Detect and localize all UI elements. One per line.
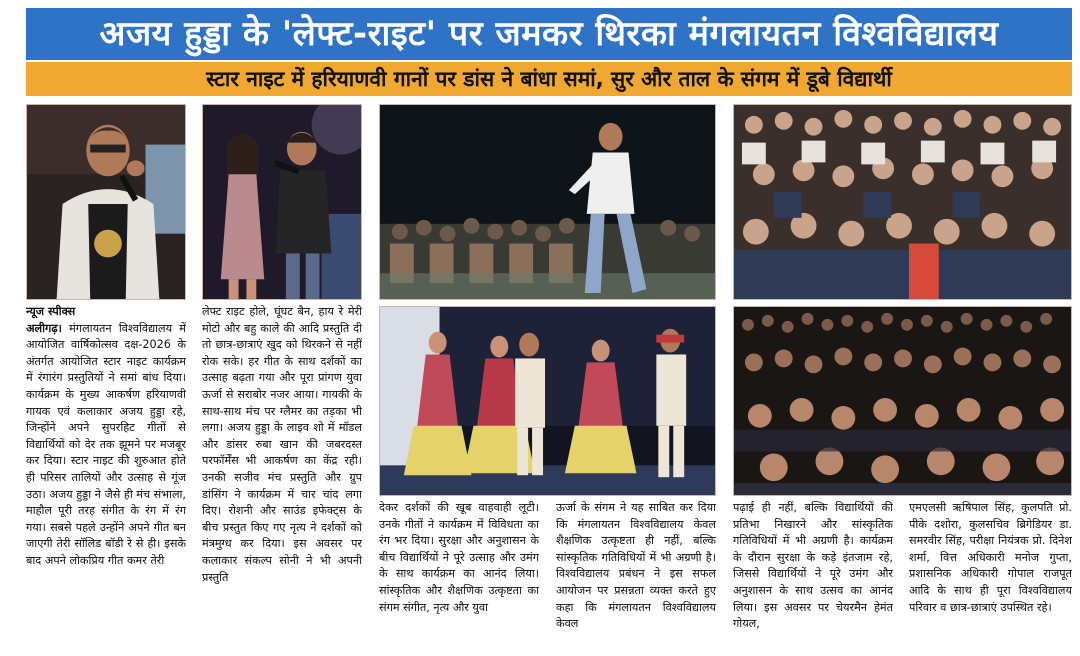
article-column-4: ऊर्जा के संगम ने यह साबित कर दिया कि मंगलायतन विश्वविद्यालय केवल शैक्षणिक उत्कृष्टता ही नहीं, बल्कि सांस्कृतिक गतिविधियों में भी अग्रणी है। विश्वविद्यालय प्रबंधन ने इस सफल आयोजन पर प्रसन्नता व्यक्त करते हुए कहा कि मंगलायतन विश्वविद्यालय केवल bbox=[556, 501, 716, 631]
article-column-5: पढ़ाई ही नहीं, बल्कि विद्यार्थियों की प्रतिभा निखारने और सांस्कृतिक गतिविधियों में भी अग्रणी है। कार्यक्रम के दौरान सुरक्षा के कड़े इंतजाम रहे, जिससे विद्यार्थियों ने पूरे उमंग और अनुशासन के साथ उत्सव का आनंद लिया। इस अवसर पर चेयरमैन हेमंत गोयल, bbox=[733, 501, 893, 631]
headline: अजय हुड्डा के 'लेफ्ट-राइट' पर जमकर थिरका मंगलायतन विश्वविद्यालय bbox=[26, 8, 1072, 60]
column-1-text: मंगलायतन विश्वविद्यालय में आयोजित वार्षिकोत्सव दक्ष-2026 के अंतर्गत आयोजित स्टार नाइट कार्यक्रम में रंगारंग प्रस्तुतियों ने समां बांध दिया। कार्यक्रम के मुख्य आकर्षण हरियाणवी गायक एवं कलाकार अजय हुड्डा रहे, जिन्होंने अपने सुपरहिट गीतों से विद्यार्थियों को देर तक झूमने पर मजबूर कर दिया। स्टार नाइट की शुरुआत होते ही परिसर तालियों और उत्साह से गूंज उठा। अजय हुड्डा ने जैसे ही मंच संभाला, माहौल पूरी तरह संगीत के रंग में रंग गया। सबसे पहले उन्होंने अपने गीत बन जाएगी तेरी सॉलिड बॉडी रे से ही। इसके बाद अपने लोकप्रिय गीत कमर तेरी bbox=[26, 321, 186, 567]
article-column-1 bbox=[26, 304, 186, 648]
article-column-6: एमएलसी ऋषिपाल सिंह, कुलपति प्रो. पीके दशोरा, कुलसचिव ब्रिगेडियर डा. समरवीर सिंह, परीक्षा नियंत्रक प्रो. दिनेश शर्मा, वित्त अधिकारी मनोज गुप्ता, प्रशासनिक अधिकारी गोपाल राजपूत आदि के साथ ही पूरा विश्वविद्यालय परिवार व छात्र-छात्राएं उपस्थित रहे। bbox=[909, 501, 1072, 614]
byline: न्यूज स्पीक्स bbox=[26, 305, 76, 318]
photo-singer-dancer bbox=[202, 104, 362, 300]
photo-folk-dance bbox=[379, 306, 716, 496]
photo-crowd-cheering bbox=[733, 104, 1072, 300]
subheadline: स्टार नाइट में हरियाणवी गानों पर डांस ने बांधा समां, सुर और ताल के संगम में डूबे विद्यार्थी bbox=[26, 62, 1072, 96]
photo-audience-night bbox=[733, 306, 1072, 496]
article-column-3: देकर दर्शकों की खूब वाहवाही लूटी। उनके गीतों ने कार्यक्रम में विविधता का रंग भर दिया। सुरक्षा और अनुशासन के बीच विद्यार्थियों ने पूरे उत्साह और उमंग के साथ कार्यक्रम का आनंद लिया। सांस्कृतिक और शैक्षणिक उत्कृष्टता का संगम संगीत, नृत्य और युवा bbox=[379, 501, 539, 614]
photo-singer-crowd bbox=[379, 104, 716, 300]
dateline: अलीगढ़। bbox=[26, 321, 62, 335]
photo-singer-closeup bbox=[26, 104, 186, 300]
article-column-2: लेफ्ट राइट होले, घूंघट बैन, हाय रे मेरी मोटो और बहु काले की आदि प्रस्तुति दी तो छात्र-छात्राएं खुद को थिरकने से नहीं रोक सके। हर गीत के साथ दर्शकों का उत्साह बढ़ता गया और पूरा प्रांगण युवा ऊर्जा से सराबोर नजर आया। गायकी के साथ-साथ मंच पर ग्लैमर का तड़का भी लगा। अजय हुड्डा के लाइव शो में मॉडल और डांसर रुबा खान की जबरदस्त परफॉर्मेंस भी आकर्षण का केंद्र रही। उनकी सजीव मंच प्रस्तुति और ग्रुप डांसिंग ने कार्यक्रम में चार चांद लगा दिए। रोशनी और साउंड इफेक्ट्स के बीच प्रस्तुत किए गए नृत्य ने दर्शकों को मंत्रमुग्ध कर दिया। इस अवसर पर कलाकार संकल्प सोनी ने भी अपनी प्रस्तुति bbox=[202, 305, 362, 584]
